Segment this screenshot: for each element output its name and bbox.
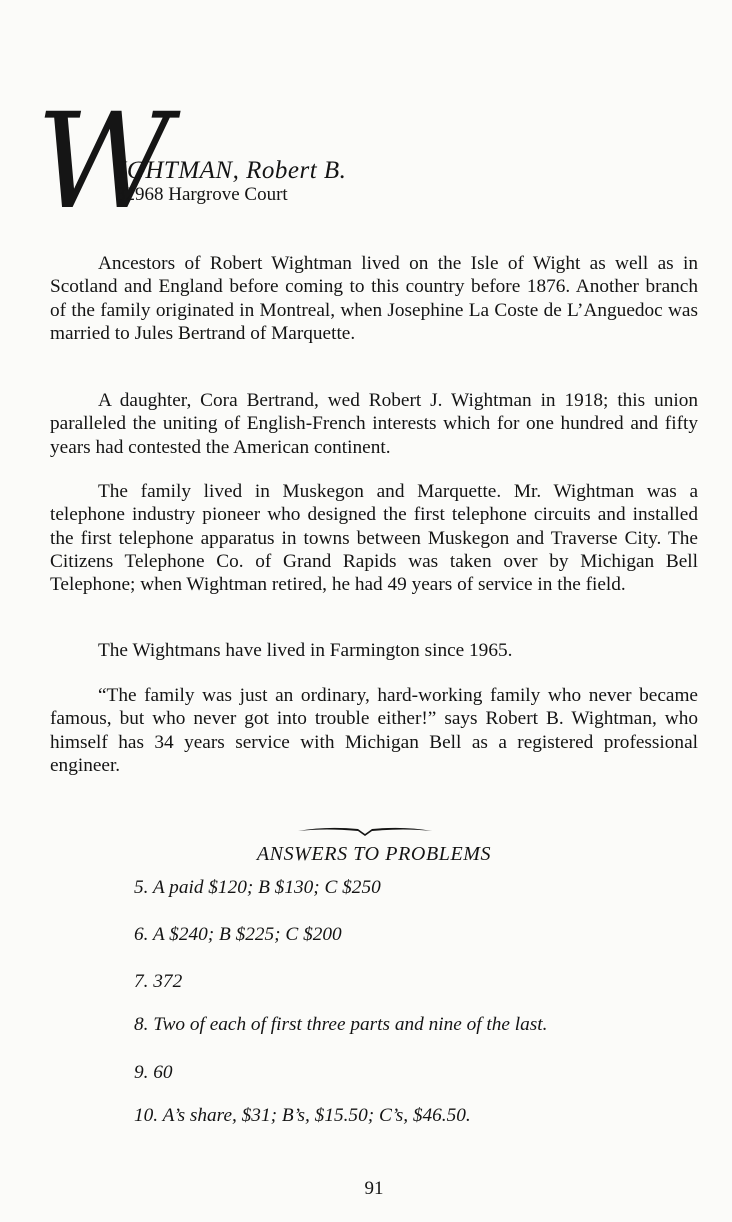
profile-address: 32968 Hargrove Court (116, 184, 288, 205)
paragraph-career: The family lived in Muskegon and Marquette. Mr. Wightman was a telephone industry pioneer who designed the first telephone circuits and installed the first telephone apparatus in towns between Muskegon and Traverse City. The Citizens Telephone Co. of Grand Rapids was taken over by Michigan Bell Telephone; when Wightman retired, he had 49 years of service in the field. (50, 481, 698, 596)
answer-item: 8. Two of each of first three parts and nine of the last. (134, 1014, 548, 1035)
answers-heading: ANSWERS TO PROBLEMS (256, 843, 492, 865)
paragraph-residence: The Wightmans have lived in Farmington since 1965. (98, 640, 513, 661)
paragraph-marriage: A daughter, Cora Bertrand, wed Robert J. Wightman in 1918; this union paralleled the uniting of English-French interests which for one hundred and fifty years had contested the American continent. (50, 390, 698, 458)
answer-item: 5. A paid $120; B $130; C $250 (134, 877, 381, 898)
drop-cap-letter: W (36, 85, 166, 239)
answer-item: 9. 60 (134, 1062, 173, 1083)
answer-item: 7. 372 (134, 971, 183, 992)
ornament-divider-icon (296, 822, 434, 838)
paragraph-ancestry: Ancestors of Robert Wightman lived on the Isle of Wight as well as in Scotland and England before coming to this country before 1876. Another branch of the family originated in Montreal, when Josephine La Coste de L’Anguedoc was married to Jules Bertrand of Marquette. (50, 253, 698, 344)
answer-item: 6. A $240; B $225; C $200 (134, 924, 342, 945)
page-number: 91 (364, 1178, 384, 1199)
profile-name: IGHTMAN, Robert B. (118, 157, 347, 184)
answer-item: 10. A’s share, $31; B’s, $15.50; C’s, $46.50. (134, 1105, 471, 1126)
paragraph-quote: “The family was just an ordinary, hard-working family who never became famous, but who never got into trouble either!” says Robert B. Wightman, who himself has 34 years service with Michigan Bell as a registered professional engineer. (50, 685, 698, 776)
